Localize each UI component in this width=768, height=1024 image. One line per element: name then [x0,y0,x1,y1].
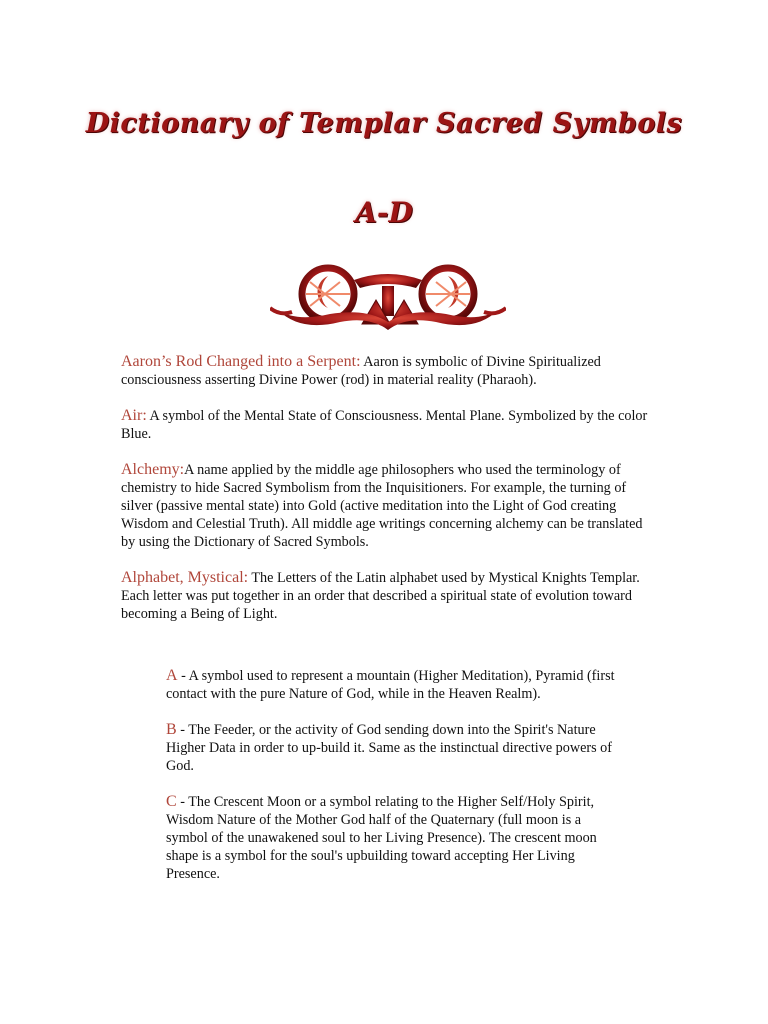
alphabet-letter-list [166,667,626,901]
page-title: Dictionary of Templar Sacred Symbols [85,108,683,139]
entry-alchemy [121,461,651,551]
entry-text: Aaron is symbolic of Divine Spiritualized consciousness asserting Divine Power (rod) in material reality (Pharaoh). [121,354,601,388]
letter-label: C [166,793,177,810]
letter-text: - The Crescent Moon or a symbol relating to the Higher Self/Holy Spirit, Wisdom Nature of the Mother God half of the Quaternary (full moon is a symbol of the unawakened soul to her Living Presence). The crescent moon shape is a symbol for the soul's upbuilding toward accepting Her Living Presence. [166,794,597,882]
entry-term: Aaron’s Rod Changed into a Serpent: [121,353,361,370]
ornament-image [270,262,506,338]
entry-air [121,407,651,443]
entry-text: A name applied by the middle age philosophers who used the terminology of chemistry to hide Sacred Symbolism from the Inquisitioners. For example, the turning of silver (passive mental state) into Gold (active meditation into the Light of God creating Wisdom and Celestial Truth). All middle age writings concerning alchemy can be translated by using the Dictionary of Sacred Symbols. [121,462,643,550]
dictionary-entries [121,353,651,641]
entry-term: Alphabet, Mystical: [121,569,249,586]
entry-text: A symbol of the Mental State of Consciousness. Mental Plane. Symbolized by the color Blue. [121,408,648,442]
entry-text: The Letters of the Latin alphabet used by Mystical Knights Templar. Each letter was put together in an order that described a spiritual state of evolution toward becoming a Being of Light. [121,570,640,622]
letter-text: - The Feeder, or the activity of God sending down into the Spirit's Nature Higher Data in order to up-build it. Same as the instinctual directive powers of God. [166,722,612,774]
letter-entry-c [166,793,626,883]
letter-label: B [166,721,177,738]
entry-aarons-rod [121,353,651,389]
page-subtitle: A-D [355,196,413,229]
entry-term: Air: [121,407,147,424]
letter-entry-a [166,667,626,703]
letter-entry-b [166,721,626,775]
letter-text: - A symbol used to represent a mountain (Higher Meditation), Pyramid (first contact with the pure Nature of God, while in the Heaven Realm). [166,668,615,702]
letter-label: A [166,667,178,684]
entry-alphabet-mystical [121,569,651,623]
entry-term: Alchemy: [121,461,185,478]
